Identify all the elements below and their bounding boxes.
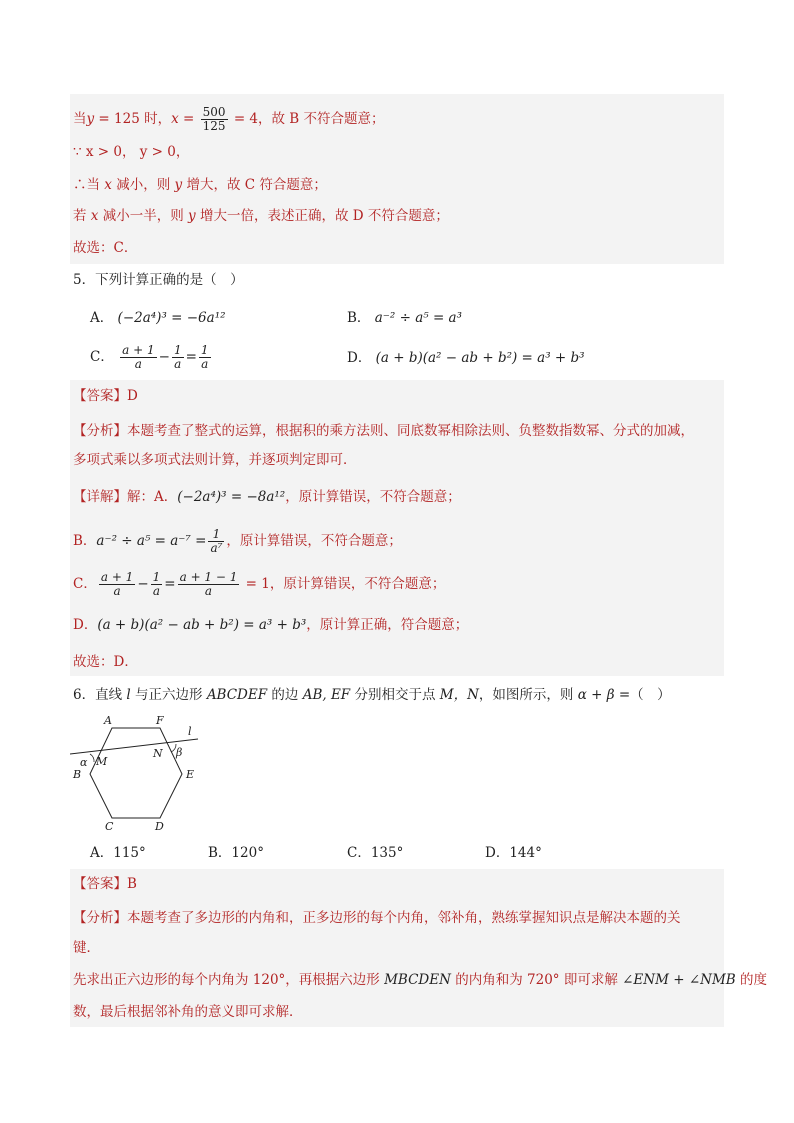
q5-option-b: B． a⁻² ÷ a⁵ = a³ xyxy=(347,310,463,326)
sol4-line-3: ∴当 x 减小，则 y 增大，故 C 符合题意； xyxy=(73,177,327,193)
q5-conclusion: 故选：D． xyxy=(73,654,138,670)
label-l: l xyxy=(188,725,192,738)
q5-option-c: C． $\frac{a + 1}{a}$ − $\frac{1}{a}$ = $\frac{1}{a}$ xyxy=(90,343,209,371)
q5-detail-d: D．(a + b)(a² − ab + b²) = a³ + b³，原计算正确，符合题意； xyxy=(73,617,469,633)
q5-analysis-1: 【分析】本题考查了整式的运算，根据积的乘方法则、同底数幂相除法则、负整数指数幂、分式的加减， xyxy=(73,423,694,439)
q5-option-a: A． (−2a⁴)³ = −6a¹² xyxy=(90,310,226,326)
q6-analysis-2: 键． xyxy=(73,940,100,956)
q5-analysis-2: 多项式乘以多项式法则计算，并逐项判定即可． xyxy=(73,452,357,468)
sol4-line-2: ∵ x > 0， y > 0， xyxy=(73,144,190,160)
label-B: B xyxy=(73,768,82,781)
hexagon-figure xyxy=(70,714,210,834)
label-beta: β xyxy=(176,746,183,759)
label-D: D xyxy=(155,820,164,833)
q6-stem: 6．直线 l 与正六边形 ABCDEF 的边 AB, EF 分别相交于点 M，N，如图所示，则 α + β =（ ） xyxy=(73,687,671,703)
label-C: C xyxy=(105,820,114,833)
label-alpha: α xyxy=(80,756,88,769)
label-E: E xyxy=(186,768,195,781)
q6-analysis-4: 数，最后根据邻补角的意义即可求解． xyxy=(73,1004,303,1020)
q6-analysis-3: 先求出正六边形的每个内角为 120°，再根据六边形 MBCDEN 的内角和为 720° 即可求解 ∠ENM + ∠NMB 的度 xyxy=(73,972,767,988)
sol4-line-4: 若 x 减小一半，则 y 增大一倍，表述正确，故 D 不符合题意； xyxy=(73,208,449,224)
label-F: F xyxy=(156,714,164,727)
label-N: N xyxy=(153,747,163,760)
label-M: M xyxy=(96,755,108,768)
hexagon-shape xyxy=(90,728,182,818)
q5-detail-c: C． $\frac{a + 1}{a}$ − $\frac{1}{a}$ = $\frac{a + 1 - 1}{a}$ = 1，原计算错误，不符合题意； xyxy=(73,570,446,598)
label-A: A xyxy=(104,714,112,727)
alpha-arc xyxy=(90,754,94,762)
q6-answer: 【答案】B xyxy=(73,876,137,892)
q5-answer: 【答案】D xyxy=(73,388,138,404)
q5-detail-a: 【详解】解：A．(−2a⁴)³ = −8a¹²，原计算错误，不符合题意； xyxy=(73,489,461,505)
sol4-line-5: 故选：C． xyxy=(73,240,138,256)
q6-option-c: C．135° xyxy=(347,845,404,861)
q6-option-b: B．120° xyxy=(208,845,264,861)
q5-stem: 5．下列计算正确的是（ ） xyxy=(73,272,244,288)
sol4-line-1: 当y = 125 时，x = $\frac{500}{125}$ = 4，故 B 不符合题意； xyxy=(73,105,385,133)
q5-option-d: D． (a + b)(a² − ab + b²) = a³ + b³ xyxy=(347,350,585,366)
q5-detail-b: B．a⁻² ÷ a⁵ = a⁻⁷ = $\frac{1}{\text{a⁷}}$ ，原计算错误，不符合题意； xyxy=(73,527,402,555)
q6-option-a: A．115° xyxy=(90,845,146,861)
q6-option-d: D．144° xyxy=(485,845,542,861)
q6-analysis-1: 【分析】本题考查了多边形的内角和，正多边形的每个内角，邻补角，熟练掌握知识点是解决本题的关 xyxy=(73,910,681,926)
